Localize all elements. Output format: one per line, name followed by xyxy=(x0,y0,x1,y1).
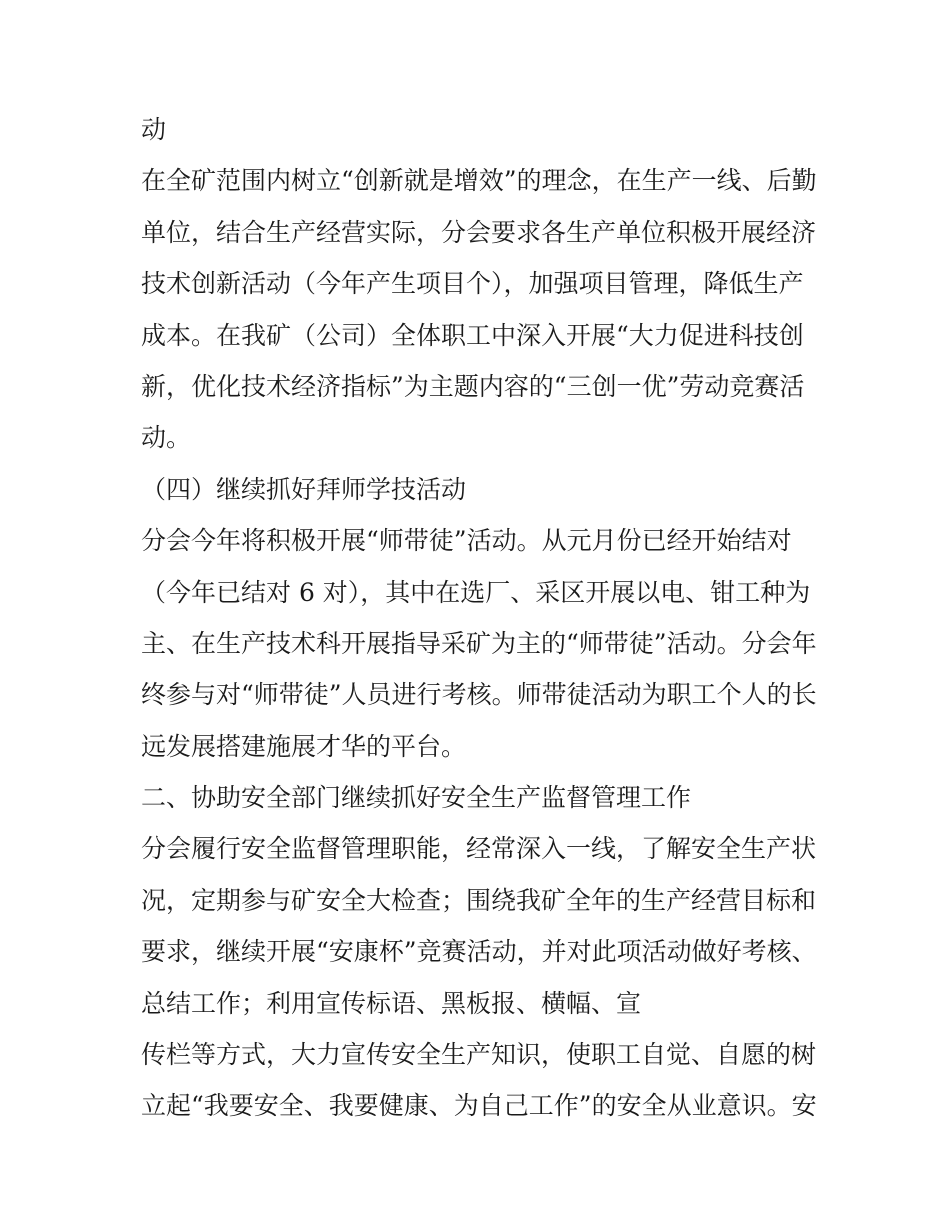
text-line: 动。 xyxy=(141,423,192,453)
text-line: 主、在生产技术科开展指导采矿为主的“师带徒”活动。分会年 xyxy=(141,628,817,658)
text-line: 分会履行安全监督管理职能，经常深入一线，了解安全生产状 xyxy=(141,834,817,864)
document-body xyxy=(141,104,841,1132)
text-line: 技术创新活动（今年产生项目个），加强项目管理，降低生产 xyxy=(141,269,804,299)
section-heading: （四）继续抓好拜师学技活动 xyxy=(141,474,467,504)
text-line: 分会今年将积极开展“师带徒”活动。从元月份已经开始结对 xyxy=(141,526,792,556)
text-line: 新，优化技术经济指标”为主题内容的“三创一优”劳动竞赛活 xyxy=(141,371,805,401)
text-line: 立起“我要安全、我要健康、为自己工作”的安全从业意识。安 xyxy=(141,1091,817,1121)
section-heading: 二、协助安全部门继续抓好安全生产监督管理工作 xyxy=(141,783,692,813)
text-line: 成本。在我矿（公司）全体职工中深入开展“大力促进科技创 xyxy=(141,320,804,350)
text-line: 况，定期参与矿安全大检查；围绕我矿全年的生产经营目标和 xyxy=(141,885,817,915)
text-line: 总结工作；利用宣传标语、黑板报、横幅、宣 xyxy=(141,988,642,1018)
text-line: 单位，结合生产经营实际，分会要求各生产单位积极开展经济 xyxy=(141,217,817,247)
text-line: 要求，继续开展“安康杯”竞赛活动，并对此项活动做好考核、 xyxy=(141,937,817,967)
text-line: 终参与对“师带徒”人员进行考核。师带徒活动为职工个人的长 xyxy=(141,680,817,710)
text-line: 在全矿范围内树立“创新就是增效”的理念，在生产一线、后勤 xyxy=(141,166,817,196)
text-line: 传栏等方式，大力宣传安全生产知识，使职工自觉、自愿的树 xyxy=(141,1040,817,1070)
text-line: （今年已结对 6 对），其中在选厂、采区开展以电、钳工种为 xyxy=(141,577,811,607)
text-line: 动 xyxy=(141,115,167,144)
text-line: 远发展搭建施展才华的平台。 xyxy=(141,731,467,761)
